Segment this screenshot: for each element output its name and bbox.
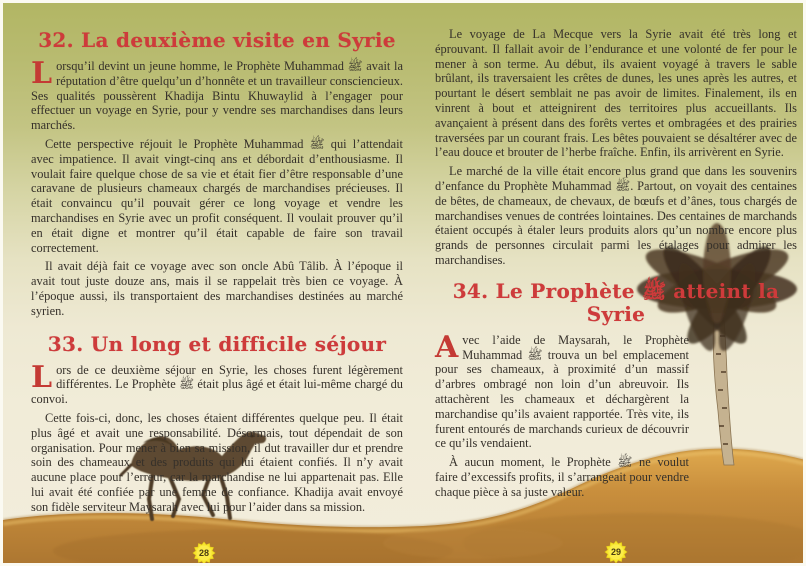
paragraph: À aucun moment, le Prophète ﷺ ne voulut faire d’excessifs profits, il s’arrangeait pour vendre chaque pièce à sa juste valeur. (435, 455, 690, 499)
drop-cap: L (31, 56, 53, 91)
left-page (31, 3, 403, 519)
page-number: 29 (610, 547, 621, 557)
section-34-text-column (435, 329, 690, 500)
section-32-title: 32. La deuxième visite en Syrie (38, 28, 396, 52)
paragraph-text: ors de ce deuxième séjour en Syrie, les choses furent légèrement différentes. Le Prophète ﷺ était plus âgé et était lui-même chargé du convoi. (31, 362, 403, 407)
page-number-badge-left (191, 540, 217, 566)
page-number-badge-right (603, 539, 629, 565)
paragraph (31, 56, 403, 133)
paragraph (31, 359, 403, 407)
paragraph: Cette perspective réjouit le Prophète Muhammad ﷺ qui l’attendait avec impatience. Il avait vingt-cinq ans et débordait d’enthousiasme. Il voulait faire quelque chose de sa vie et était fier d’être responsable d’une caravane de plusieurs chameaux chargés de marchandises précieuses. Il était convaincu qu’il pouvait gérer ce long voyage et vendre les marchandises en Syrie avec un profit conséquent. Il voulait prouver qu’il en était digne et montrer qu’il était capable de faire son travail correctement. (31, 136, 403, 255)
right-page (435, 3, 797, 504)
paragraph: Cette fois-ci, donc, les choses étaient différentes quelque peu. Il était plus âgé et avait une responsabilité. Désormais, tout dépendait de son organisation. Pour mener à bien sa mission, il dut travailler dur et prendre soin des chameaux et des produits qui lui étaient confiés. Il n’y avait aucune place pour l’erreur, car la marchandise ne lui appartenait pas. Elle lui avait été confiée par une femme de confiance. Khadija avait envoyé son fidèle serviteur Maysarah avec lui pour l’aider dans sa mission. (31, 410, 403, 514)
drop-cap: L (31, 359, 53, 395)
section-33-title: 33. Un long et difficile séjour (47, 331, 387, 356)
paragraph: Le voyage de La Mecque vers la Syrie avait été très long et éprouvant. Il fallait avoir de l’endurance et une volonté de fer pour le mener à son terme. Au début, ils avaient voyagé à travers le sable brûlant, ils traversaient les crêtes de dunes, les unes après les autres, et pourtant le désert semblait ne pas avoir de limites. Finalement, ils en vinrent à bout et atteignirent des territoires plus accueillants. Ils avançaient à présent dans des forêts vertes et ombragées et des prairies traversées par un courant frais. Les bêtes pouvaient se désaltérer avec de l’eau douce et brouter de l’herbe fraîche. Enfin, ils arrivèrent en Syrie. (435, 27, 797, 160)
paragraph (435, 329, 690, 451)
paragraph: Il avait déjà fait ce voyage avec son oncle Abû Tâlib. À l’époque il avait tout juste douze ans, mais il se rappelait très bien ce voyage. À l’époque aussi, ils transportaient des marchandises destinées au marché syrien. (31, 259, 403, 318)
paragraph-text: vec l’aide de Maysarah, le Prophète Muhammad ﷺ trouva un bel emplacement pour ses chameaux, à proximité d’un massif d’arbres ombragé non loin d’un abreuvoir. Ils attachèrent les chameaux et déchargèrent la marchandise qu’ils avaient rapportée. Très vite, ils furent entourés de marchands curieux de découvrir ce qu’ils vendaient. (435, 332, 690, 451)
paragraph: Le marché de la ville était encore plus grand que dans les souvenirs d’enfance du Prophète Muhammad ﷺ. Partout, on voyait des centaines de bêtes, de chameaux, de chevaux, de bœufs et d’ânes, tous chargés de marchandises venues de contrées lointaines. Des centaines de marchands étaient occupés à étaler leurs produits alors qu’un nombre encore plus grands de personnes circulait parmi les étalages pour admirer les marchandises. (435, 164, 798, 267)
page-number: 28 (198, 548, 209, 558)
drop-cap: A (435, 329, 459, 365)
paragraph-text: orsqu’il devint un jeune homme, le Prophète Muhammad ﷺ avait la réputation d’être quelqu’un d’honnête et un travailleur consciencieux. Ses qualités poussèrent Khadija Bintu Khuwaylid à l’engager pour effectuer un voyage en Syrie, pour y vendre ses marchandises dans leurs marchés. (31, 59, 403, 133)
section-34-title: 34. Le Prophète ﷺ atteint la Syrie (452, 278, 780, 326)
